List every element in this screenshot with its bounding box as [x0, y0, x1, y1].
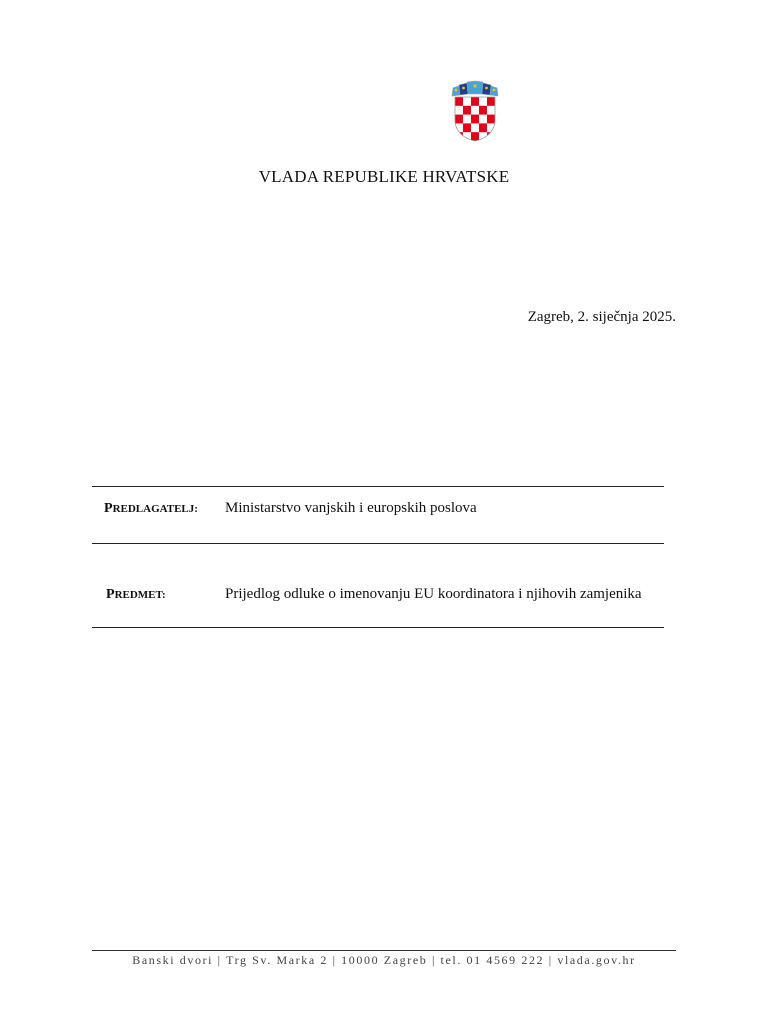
proposer-label-rest: REDLAGATELJ: [112, 503, 198, 515]
government-name-heading: VLADA REPUBLIKE HRVATSKE [258, 167, 510, 186]
subject-label-rest: REDMET: [114, 589, 166, 601]
croatian-coat-of-arms-icon [449, 80, 501, 142]
subject-label [106, 587, 166, 603]
place-date: Zagreb, 2. siječnja 2025. [527, 309, 676, 325]
proposer-value: Ministarstvo vanjskih i europskih poslova [225, 500, 477, 516]
footer-address: Banski dvori | Trg Sv. Marka 2 | 10000 Zagreb | tel. 01 4569 222 | vlada.gov.hr [132, 953, 636, 967]
proposer-label [104, 501, 198, 517]
footer-divider [92, 950, 676, 951]
subject-value: Prijedlog odluke o imenovanju EU koordinatora i njihovih zamjenika [225, 586, 642, 602]
subject-label-initial: P [106, 587, 115, 602]
divider-bottom [92, 627, 664, 628]
proposer-label-initial: P [104, 501, 113, 516]
divider-middle [92, 543, 664, 544]
divider-top [92, 486, 664, 487]
